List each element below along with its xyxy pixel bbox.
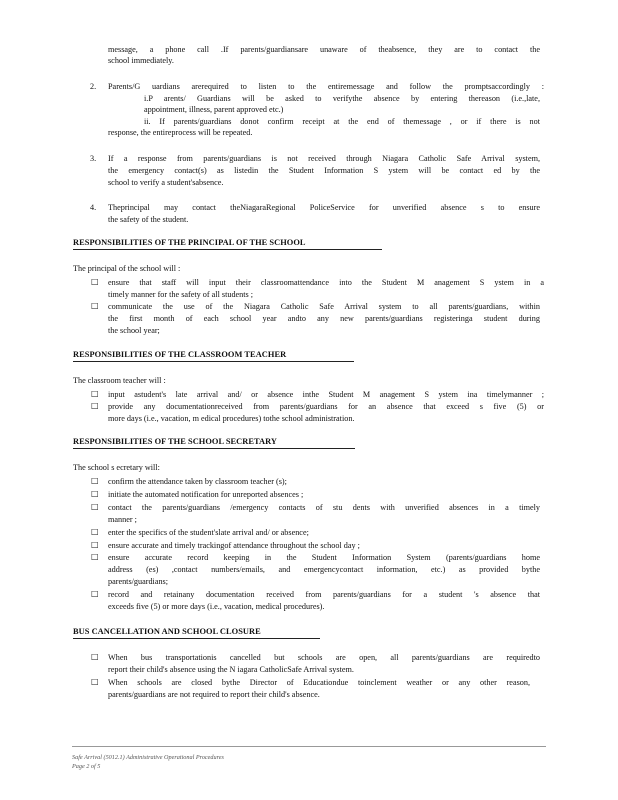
section-heading-principal: RESPONSIBILITIES OF THE PRINCIPAL OF THE SCHOOL bbox=[73, 238, 306, 247]
secretary-bullet-1: confirm the attendance taken by classroom teacher (s); bbox=[108, 477, 287, 486]
teacher-bullet-2-line-2: more days (i.e., vacation, m edical procedures) tothe school administration. bbox=[108, 414, 355, 423]
continuation-line-2: school immediately. bbox=[108, 56, 174, 65]
item-number: 3. bbox=[90, 154, 97, 163]
item-2-line-1: Parents/G uardians arerequired to listen to the entiremessage and follow the promptsaccordingly : bbox=[108, 82, 544, 91]
teacher-bullet-2-line-1: provide any documentationreceived from parents/guardians for an absence that exceed s five (5) or bbox=[108, 402, 544, 411]
principal-bullet-1-line-1: ensure that staff will input their classroomattendance into the Student M anagement S ystem in a bbox=[108, 278, 544, 287]
bus-bullet-2-line-2: parents/guardians are not required to report their child's absence. bbox=[108, 690, 320, 699]
principal-bullet-2-line-3: the school year; bbox=[108, 326, 160, 335]
item-3-line-1: If a response from parents/guardians is not received through Niagara Catholic Safe Arrival system, bbox=[108, 154, 540, 163]
item-2-sub-i-line-2: appointment, illness, parent approved etc.) bbox=[144, 105, 284, 114]
item-4-line-2: the safety of the student. bbox=[108, 215, 189, 224]
item-3-line-2: the emergency contact(s) as listedin the Student Information S ystem will be contact ed by the bbox=[108, 166, 540, 175]
principal-bullet-1-line-2: timely manner for the safety of all students ; bbox=[108, 290, 254, 299]
checkbox-bullet-icon: □ bbox=[91, 589, 99, 598]
checkbox-bullet-icon: □ bbox=[91, 476, 99, 485]
secretary-bullet-7-line-2: exceeds five (5) or more days (i.e., vacation, medical procedures). bbox=[108, 602, 325, 611]
teacher-bullet-1-line-1: input astudent's late arrival and/ or absence inthe Student M anagement S ystem ina timelymanner ; bbox=[108, 390, 544, 399]
bus-bullet-1-line-1: When bus transportationis cancelled but schools are open, all parents/guardians are requiredto bbox=[108, 653, 540, 662]
heading-underline bbox=[73, 448, 355, 449]
heading-underline bbox=[73, 249, 382, 250]
secretary-intro: The school s ecretary will: bbox=[73, 463, 160, 472]
secretary-bullet-6-line-3: parents/guardians; bbox=[108, 577, 169, 586]
item-2-sub-ii-line-2: response, the entireprocess will be repeated. bbox=[108, 128, 253, 137]
item-number: 2. bbox=[90, 82, 97, 91]
secretary-bullet-6-line-1: ensure accurate record keeping in the Student Information System (parents/guardians home bbox=[108, 553, 540, 562]
item-2-sub-i-line-1: i.P arents/ Guardians will be asked to verifythe absence by entering thereason (i.e.,late, bbox=[144, 94, 540, 103]
continuation-line-1: message, a phone call .If parents/guardiansare unaware of theabsence, they are to contact the bbox=[108, 45, 540, 54]
secretary-bullet-5: ensure accurate and timely trackingof attendance throughout the school day ; bbox=[108, 541, 360, 550]
teacher-intro: The classroom teacher will : bbox=[73, 376, 166, 385]
item-3-line-3: school to verify a student'sabsence. bbox=[108, 178, 224, 187]
principal-bullet-2-line-1: communicate the use of the Niagara Catholic Safe Arrival system to all parents/guardians, within bbox=[108, 302, 540, 311]
section-heading-secretary: RESPONSIBILITIES OF THE SCHOOL SECRETARY bbox=[73, 437, 278, 446]
footer-document-title: Safe Arrival (5012.1) Administrative Operational Procedures bbox=[72, 754, 224, 761]
checkbox-bullet-icon: □ bbox=[91, 277, 99, 286]
principal-intro: The principal of the school will : bbox=[73, 264, 181, 273]
secretary-bullet-3-line-2: manner ; bbox=[108, 515, 137, 524]
bus-bullet-1-line-2: report their child's absence using the N iagara CatholicSafe Arrival system. bbox=[108, 665, 354, 674]
checkbox-bullet-icon: □ bbox=[91, 401, 99, 410]
secretary-bullet-3-line-1: contact the parents/guardians /emergency contacts of stu dents with unverified absences in a timely bbox=[108, 503, 540, 512]
secretary-bullet-7-line-1: record and retainany documentation received from parents/guardians for a student 's absence that bbox=[108, 590, 540, 599]
item-4-line-1: Theprincipal may contact theNiagaraRegional PoliceService for unverified absence s to ensure bbox=[108, 203, 540, 212]
heading-underline bbox=[73, 638, 320, 639]
bus-bullet-2-line-1: When schools are closed bythe Director of Educationdue toinclement weather or any other reason, bbox=[108, 678, 530, 687]
checkbox-bullet-icon: □ bbox=[91, 389, 99, 398]
checkbox-bullet-icon: □ bbox=[91, 552, 99, 561]
checkbox-bullet-icon: □ bbox=[91, 489, 99, 498]
secretary-bullet-2: initiate the automated notification for unreported absences ; bbox=[108, 490, 304, 499]
principal-bullet-2-line-2: the first month of each school year andto any new parents/guardians registeringa student during bbox=[108, 314, 540, 323]
footer-divider bbox=[72, 746, 546, 747]
footer-page-number: Page 2 of 5 bbox=[72, 763, 101, 770]
secretary-bullet-6-line-2: address (es) ,contact numbers/emails, and emergencycontact information, etc.) as provided bythe bbox=[108, 565, 540, 574]
heading-underline bbox=[73, 361, 354, 362]
checkbox-bullet-icon: □ bbox=[91, 677, 99, 686]
secretary-bullet-4: enter the specifics of the student'slate arrival and/ or absence; bbox=[108, 528, 309, 537]
checkbox-bullet-icon: □ bbox=[91, 301, 99, 310]
checkbox-bullet-icon: □ bbox=[91, 502, 99, 511]
item-number: 4. bbox=[90, 203, 97, 212]
item-2-sub-ii-line-1: ii. If parents/guardians donot confirm receipt at the end of themessage , or if there is not bbox=[144, 117, 540, 126]
checkbox-bullet-icon: □ bbox=[91, 527, 99, 536]
checkbox-bullet-icon: □ bbox=[91, 540, 99, 549]
checkbox-bullet-icon: □ bbox=[91, 652, 99, 661]
section-heading-teacher: RESPONSIBILITIES OF THE CLASSROOM TEACHER bbox=[73, 350, 287, 359]
section-heading-bus-cancellation: BUS CANCELLATION AND SCHOOL CLOSURE bbox=[73, 627, 261, 636]
